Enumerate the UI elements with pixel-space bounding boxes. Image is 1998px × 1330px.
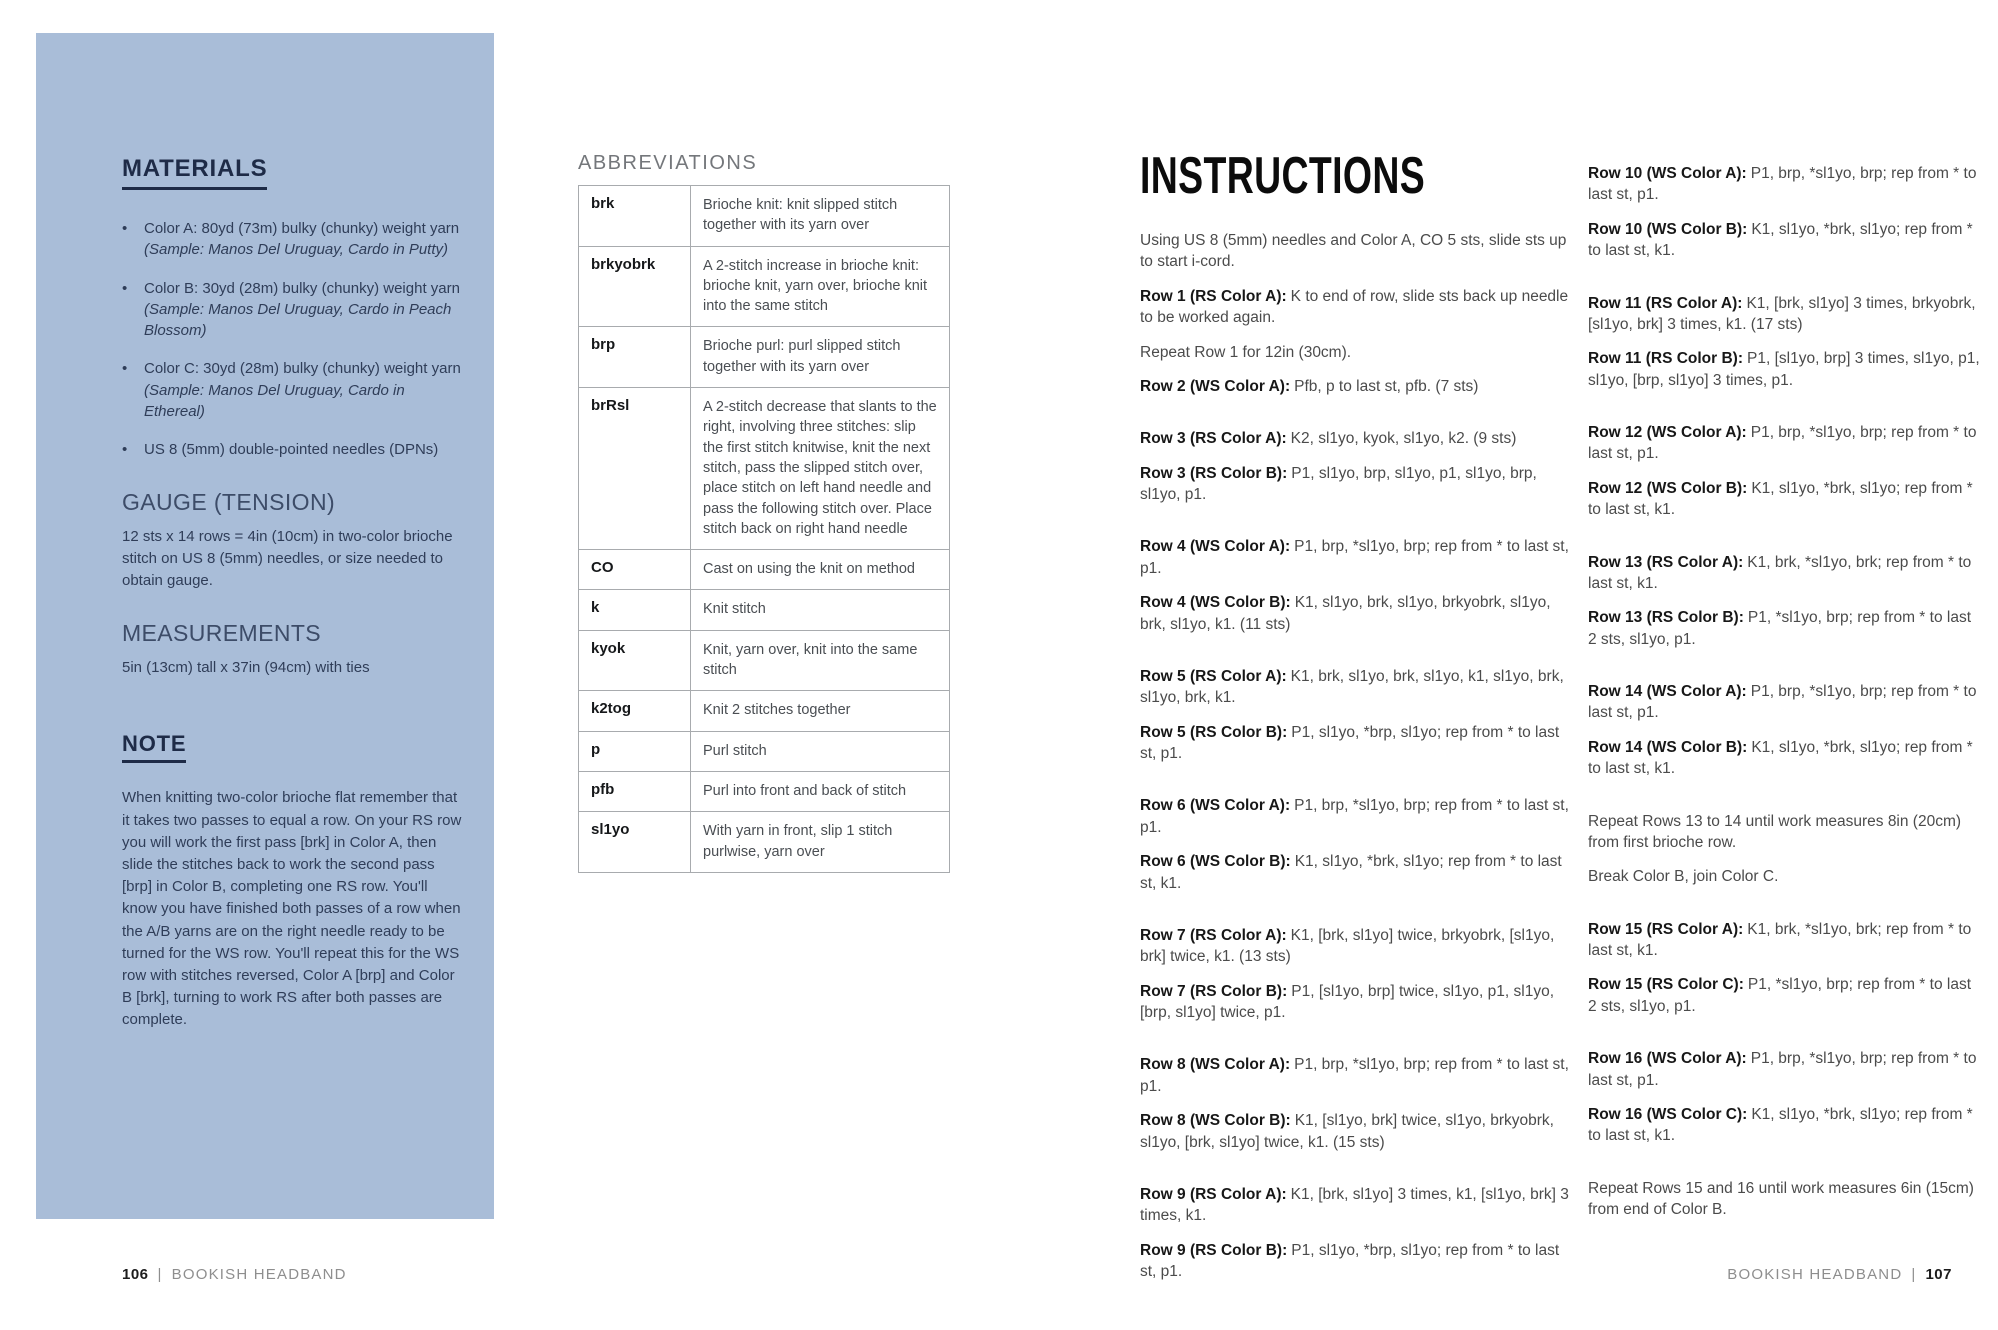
abbreviation-term: kyok — [579, 630, 691, 691]
row-text: P1, brp, *sl1yo, brp; rep from * to last st, p1. — [1588, 165, 1977, 204]
material-sample: (Sample: Manos Del Uruguay, Cardo in Peach Blossom) — [144, 300, 452, 340]
row-label: Row 5 (RS Color B): — [1140, 723, 1288, 741]
instruction-paragraph — [1588, 1048, 1982, 1091]
abbreviation-term: brk — [579, 186, 691, 247]
abbreviation-term: k2tog — [579, 691, 691, 731]
instruction-paragraph — [1140, 286, 1578, 329]
bullet-icon: • — [122, 441, 128, 459]
page-number-left: 106 — [122, 1266, 149, 1283]
row-label: Row 13 (RS Color B): — [1588, 609, 1744, 627]
row-text: P1, sl1yo, brp, sl1yo, p1, sl1yo, brp, sl1yo, p1. — [1140, 464, 1537, 503]
material-item-text — [144, 278, 466, 342]
instruction-paragraph — [1588, 866, 1982, 887]
instructions-col2-paragraphs — [1588, 163, 1982, 1220]
row-label: Row 4 (WS Color B): — [1140, 594, 1291, 612]
row-text: Using US 8 (5mm) needles and Color A, CO 5 sts, slide sts up to start i-cord. — [1140, 232, 1567, 271]
instruction-paragraph — [1140, 1054, 1578, 1097]
instruction-paragraph — [1588, 1178, 1982, 1221]
instruction-paragraph — [1140, 722, 1578, 765]
abbreviation-row — [579, 771, 950, 811]
material-main: US 8 (5mm) double-pointed needles (DPNs) — [144, 441, 439, 459]
instruction-paragraph — [1588, 293, 1982, 336]
material-item-text — [144, 439, 466, 460]
abbreviation-row — [579, 691, 950, 731]
bullet-icon: • — [122, 220, 128, 237]
row-label: Row 14 (WS Color B): — [1588, 738, 1748, 756]
row-text: K1, brk, *sl1yo, brk; rep from * to last st, k1. — [1588, 920, 1972, 959]
row-label: Row 2 (WS Color A): — [1140, 377, 1291, 395]
row-text: Repeat Rows 15 and 16 until work measures 6in (15cm) from end of Color B. — [1588, 1179, 1974, 1218]
instruction-paragraph — [1140, 851, 1578, 894]
row-label: Row 3 (RS Color A): — [1140, 430, 1287, 448]
instruction-paragraph — [1588, 552, 1982, 595]
row-label: Row 11 (RS Color A): — [1588, 294, 1743, 312]
abbreviation-description: Knit stitch — [691, 590, 950, 630]
material-item — [122, 218, 466, 261]
abbreviation-description: Purl into front and back of stitch — [691, 771, 950, 811]
row-label: Row 1 (RS Color A): — [1140, 287, 1287, 305]
abbreviation-description: Brioche knit: knit slipped stitch together with its yarn over — [691, 186, 950, 247]
row-label: Row 15 (RS Color C): — [1588, 976, 1744, 994]
abbreviation-row — [579, 731, 950, 771]
note-heading: NOTE — [122, 731, 186, 763]
book-title-right: BOOKISH HEADBAND — [1727, 1266, 1903, 1283]
measurements-text: 5in (13cm) tall x 37in (94cm) with ties — [122, 659, 370, 677]
abbreviation-term: p — [579, 731, 691, 771]
abbreviation-row — [579, 550, 950, 590]
abbreviation-row — [579, 812, 950, 873]
row-text: K1, sl1yo, *brk, sl1yo; rep from * to last st, k1. — [1588, 738, 1973, 778]
material-item-text — [144, 218, 466, 261]
instruction-paragraph — [1588, 811, 1982, 854]
instruction-paragraph — [1588, 607, 1982, 650]
row-label: Row 3 (RS Color B): — [1140, 464, 1288, 482]
instruction-paragraph — [1140, 981, 1578, 1024]
instruction-paragraph — [1140, 1184, 1578, 1227]
instruction-paragraph — [1140, 592, 1578, 635]
abbreviation-description: Knit, yarn over, knit into the same stitch — [691, 630, 950, 691]
abbreviation-row — [579, 590, 950, 630]
book-title-left: BOOKISH HEADBAND — [171, 1266, 347, 1283]
row-label: Row 14 (WS Color A): — [1588, 683, 1747, 700]
instruction-paragraph — [1588, 737, 1982, 780]
row-label: Row 10 (WS Color B): — [1588, 220, 1748, 238]
row-text: K1, sl1yo, *brk, sl1yo; rep from * to last st, k1. — [1588, 479, 1973, 519]
instruction-paragraph — [1140, 428, 1578, 449]
row-text: P1, brp, *sl1yo, brp; rep from * to last st, p1. — [1140, 1056, 1569, 1095]
abbreviations-table-body — [579, 186, 950, 873]
row-text: P1, *sl1yo, brp; rep from * to last 2 sts, sl1yo, p1. — [1588, 609, 1971, 648]
instruction-paragraph — [1588, 348, 1982, 391]
instruction-paragraph — [1588, 681, 1982, 724]
abbreviation-description: A 2-stitch increase in brioche knit: brioche knit, yarn over, brioche knit into the same stitch — [691, 246, 950, 327]
row-label: Row 6 (WS Color A): — [1140, 797, 1291, 815]
material-item-text — [144, 358, 466, 422]
instruction-paragraph — [1140, 795, 1578, 838]
note-text: When knitting two-color brioche flat remember that it takes two passes to equal a row. On your RS row you will work the first pass [brk] in Color A, then slide the stitches back to work the second pass [brp] in Color B, completing one RS row. You'll know you have finished both passes of a row when the A/B yarns are on the right needle ready to be turned for the WS row. You'll repeat this for the WS row with stitches reversed, Color A [brp] and Color B [brk], turning to work RS after both passes are complete. — [122, 789, 462, 1029]
row-text: K1, brk, *sl1yo, brk; rep from * to last st, k1. — [1588, 553, 1972, 592]
row-text: P1, brp, *sl1yo, brp; rep from * to last st, p1. — [1140, 797, 1569, 836]
row-label: Row 8 (WS Color A): — [1140, 1056, 1291, 1074]
instruction-paragraph — [1140, 666, 1578, 709]
instruction-paragraph — [1588, 422, 1982, 465]
abbreviation-description: Brioche purl: purl slipped stitch together with its yarn over — [691, 327, 950, 388]
material-main: Color B: 30yd (28m) bulky (chunky) weight yarn — [144, 279, 460, 297]
instruction-paragraph — [1140, 463, 1578, 506]
instruction-paragraph — [1140, 1110, 1578, 1153]
materials-panel — [36, 33, 494, 1219]
abbreviation-term: k — [579, 590, 691, 630]
materials-heading: MATERIALS — [122, 155, 267, 190]
instruction-paragraph — [1588, 974, 1982, 1017]
row-label: Row 16 (WS Color C): — [1588, 1105, 1748, 1123]
abbreviation-description: Knit 2 stitches together — [691, 691, 950, 731]
row-text: K1, [sl1yo, brk] twice, sl1yo, brkyobrk, sl1yo, [brk, sl1yo] twice, k1. (15 sts) — [1140, 1112, 1554, 1151]
abbreviations-table — [578, 185, 950, 873]
instructions-column-1 — [1140, 146, 1578, 1295]
abbreviations-heading: ABBREVIATIONS — [578, 152, 758, 174]
material-item — [122, 278, 466, 342]
instruction-paragraph — [1140, 230, 1578, 273]
material-sample: (Sample: Manos Del Uruguay, Cardo in Ethereal) — [144, 381, 405, 421]
row-label: Row 9 (RS Color A): — [1140, 1185, 1287, 1203]
instruction-paragraph — [1140, 1240, 1578, 1283]
abbreviation-row — [579, 388, 950, 550]
instruction-paragraph — [1140, 376, 1578, 397]
instruction-paragraph — [1588, 1104, 1982, 1147]
gauge-text: 12 sts x 14 rows = 4in (10cm) in two-color brioche stitch on US 8 (5mm) needles, or size needed to obtain gauge. — [122, 527, 453, 590]
row-label: Row 15 (RS Color A): — [1588, 920, 1744, 938]
abbreviation-term: sl1yo — [579, 812, 691, 873]
abbreviation-row — [579, 186, 950, 247]
materials-list — [122, 218, 466, 461]
material-main: Color A: 80yd (73m) bulky (chunky) weight yarn — [144, 220, 460, 237]
row-label: Row 12 (WS Color B): — [1588, 479, 1748, 497]
instruction-paragraph — [1588, 478, 1982, 521]
row-label: Row 16 (WS Color A): — [1588, 1050, 1747, 1068]
row-text: P1, *sl1yo, brp; rep from * to last 2 sts, sl1yo, p1. — [1588, 976, 1971, 1015]
bullet-icon: • — [122, 360, 128, 378]
row-text: P1, brp, *sl1yo, brp; rep from * to last st, p1. — [1588, 1050, 1977, 1089]
row-label: Row 6 (WS Color B): — [1140, 853, 1291, 871]
abbreviation-description: With yarn in front, slip 1 stitch purlwise, yarn over — [691, 812, 950, 873]
row-text: K to end of row, slide sts back up needle to be worked again. — [1140, 287, 1569, 327]
abbreviation-row — [579, 630, 950, 691]
footer-separator: | — [1911, 1266, 1917, 1283]
abbreviation-description: Purl stitch — [691, 731, 950, 771]
row-label: Row 8 (WS Color B): — [1140, 1112, 1291, 1130]
row-label: Row 7 (RS Color A): — [1140, 926, 1287, 944]
instruction-paragraph — [1140, 925, 1578, 968]
instruction-paragraph — [1588, 219, 1982, 262]
measurements-heading: MEASUREMENTS — [122, 620, 322, 647]
footer-left — [122, 1266, 347, 1283]
row-text: Pfb, p to last st, pfb. (7 sts) — [1294, 377, 1479, 395]
row-text: K1, brk, sl1yo, brk, sl1yo, k1, sl1yo, brk, sl1yo, brk, k1. — [1140, 667, 1564, 707]
row-text: Repeat Row 1 for 12in (30cm). — [1140, 343, 1352, 361]
row-label: Row 9 (RS Color B): — [1140, 1241, 1288, 1259]
row-label: Row 13 (RS Color A): — [1588, 553, 1744, 571]
instruction-paragraph — [1140, 536, 1578, 579]
row-label: Row 4 (WS Color A): — [1140, 538, 1291, 556]
row-text: P1, [sl1yo, brp] 3 times, sl1yo, p1, sl1yo, [brp, sl1yo] 3 times, p1. — [1588, 350, 1980, 389]
instructions-col1-paragraphs — [1140, 230, 1578, 1282]
row-text: K1, [brk, sl1yo] 3 times, brkyobrk, [sl1yo, brk] 3 times, k1. (17 sts) — [1588, 294, 1976, 333]
gauge-heading: GAUGE (TENSION) — [122, 488, 336, 515]
row-label: Row 11 (RS Color B): — [1588, 350, 1744, 368]
footer-right — [1727, 1266, 1952, 1283]
material-sample: (Sample: Manos Del Uruguay, Cardo in Putty) — [144, 241, 449, 259]
row-label: Row 12 (WS Color A): — [1588, 424, 1747, 441]
row-text: P1, brp, *sl1yo, brp; rep from * to last st, p1. — [1140, 538, 1569, 577]
row-text: P1, [sl1yo, brp] twice, sl1yo, p1, sl1yo, [brp, sl1yo] twice, p1. — [1140, 982, 1555, 1021]
abbreviation-description: Cast on using the knit on method — [691, 550, 950, 590]
footer-separator: | — [157, 1266, 163, 1283]
instructions-heading: INSTRUCTIONS — [1140, 147, 1426, 205]
bullet-icon: • — [122, 279, 128, 297]
abbreviation-description: A 2-stitch decrease that slants to the right, involving three stitches: slip the first stitch knitwise, knit the next stitch, pass the slipped stitch over, place stitch on left hand needle and pass the following stitch over. Place stitch back on right hand needle — [691, 388, 950, 550]
page-number-right: 107 — [1925, 1266, 1952, 1283]
abbreviations-section — [578, 152, 950, 873]
abbreviation-term: brp — [579, 327, 691, 388]
row-label: Row 10 (WS Color A): — [1588, 165, 1747, 182]
row-text: Break Color B, join Color C. — [1588, 868, 1779, 886]
row-text: K1, [brk, sl1yo] twice, brkyobrk, [sl1yo, brk] twice, k1. (13 sts) — [1140, 926, 1555, 966]
materials-panel-content — [36, 33, 494, 1031]
row-text: K1, sl1yo, *brk, sl1yo; rep from * to last st, k1. — [1588, 1105, 1973, 1145]
instruction-paragraph — [1588, 163, 1982, 206]
row-text: K1, sl1yo, brk, sl1yo, brkyobrk, sl1yo, brk, sl1yo, k1. (11 sts) — [1140, 594, 1551, 633]
row-text: K1, sl1yo, *brk, sl1yo; rep from * to last st, k1. — [1140, 853, 1562, 892]
row-text: K1, sl1yo, *brk, sl1yo; rep from * to last st, k1. — [1588, 220, 1973, 260]
abbreviation-row — [579, 246, 950, 327]
abbreviation-term: brkyobrk — [579, 246, 691, 327]
instructions-column-2 — [1588, 163, 1982, 1233]
abbreviation-term: CO — [579, 550, 691, 590]
abbreviation-row — [579, 327, 950, 388]
row-text: Repeat Rows 13 to 14 until work measures 8in (20cm) from first brioche row. — [1588, 812, 1962, 851]
row-text: P1, sl1yo, *brp, sl1yo; rep from * to last st, p1. — [1140, 723, 1560, 762]
instruction-paragraph — [1588, 919, 1982, 962]
row-text: K1, [brk, sl1yo] 3 times, k1, [sl1yo, brk] 3 times, k1. — [1140, 1185, 1569, 1225]
abbreviation-term: pfb — [579, 771, 691, 811]
material-item — [122, 358, 466, 422]
instruction-paragraph — [1140, 342, 1578, 363]
material-main: Color C: 30yd (28m) bulky (chunky) weight yarn — [144, 360, 461, 378]
row-label: Row 7 (RS Color B): — [1140, 982, 1288, 1000]
material-item — [122, 439, 466, 460]
abbreviation-term: brRsl — [579, 388, 691, 550]
row-label: Row 5 (RS Color A): — [1140, 667, 1287, 685]
row-text: P1, brp, *sl1yo, brp; rep from * to last st, p1. — [1588, 683, 1977, 722]
row-text: K2, sl1yo, kyok, sl1yo, k2. (9 sts) — [1290, 430, 1517, 448]
row-text: P1, sl1yo, *brp, sl1yo; rep from * to last st, p1. — [1140, 1241, 1560, 1280]
row-text: P1, brp, *sl1yo, brp; rep from * to last st, p1. — [1588, 424, 1977, 463]
